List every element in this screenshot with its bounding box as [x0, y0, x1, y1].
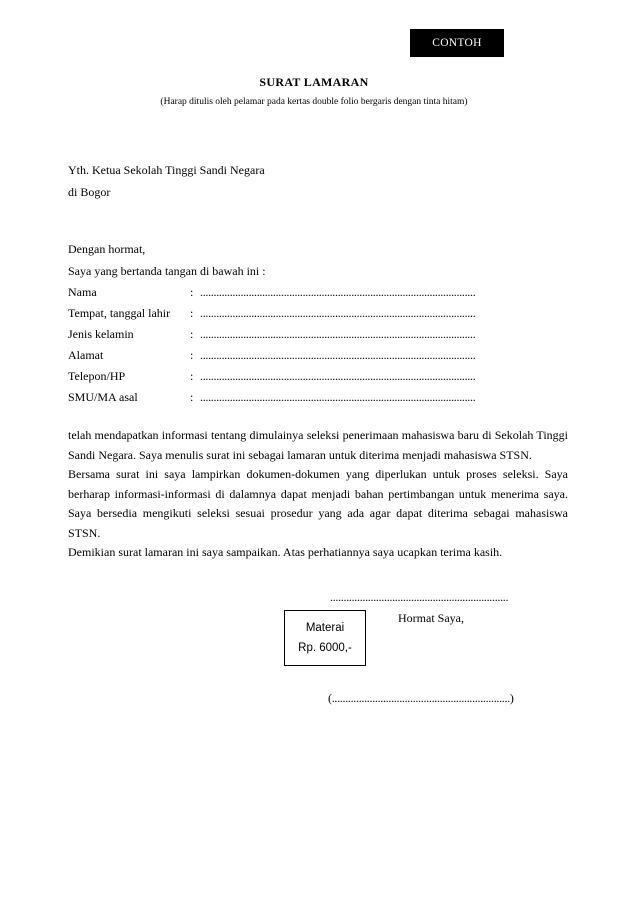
place-date-blank: ..................................................................: [330, 590, 509, 604]
revenue-stamp-box: [284, 610, 366, 666]
recipient-line-2: di Bogor: [68, 185, 111, 199]
field-blank: ......................................................................................................: [200, 306, 476, 320]
body-paragraph-1: telah mendapatkan informasi tentang dimulainya seleksi penerimaan mahasiswa baru di Sekolah Tinggi Sandi Negara. Saya menulis surat ini sebagai lamaran untuk diterima menjadi mahasiswa STSN.: [68, 428, 568, 462]
field-colon: :: [190, 285, 194, 299]
field-blank: ......................................................................................................: [200, 390, 476, 404]
intro-line: Saya yang bertanda tangan di bawah ini :: [68, 264, 266, 278]
field-colon: :: [190, 348, 194, 362]
field-blank: ......................................................................................................: [200, 348, 476, 362]
document-subtitle: (Harap ditulis oleh pelamar pada kertas double folio bergaris dengan tinta hitam): [160, 97, 468, 107]
field-colon: :: [190, 390, 194, 404]
body-paragraph-3: Demikian surat lamaran ini saya sampaikan. Atas perhatiannya saya ucapkan terima kasih.: [68, 545, 503, 559]
letter-body: [68, 426, 568, 563]
document-title: SURAT LAMARAN: [259, 75, 369, 89]
field-blank: ......................................................................................................: [200, 285, 476, 299]
field-label: Jenis kelamin: [68, 327, 134, 341]
stamp-label: Materai: [305, 622, 345, 634]
field-label: Alamat: [68, 348, 104, 362]
field-label: Nama: [68, 285, 97, 299]
greeting: Dengan hormat,: [68, 242, 146, 256]
signature-name-blank: (..................................................................): [328, 691, 514, 705]
field-label: Tempat, tanggal lahir: [68, 306, 171, 320]
field-colon: :: [190, 327, 194, 341]
field-colon: :: [190, 369, 194, 383]
stamp-value: Rp. 6000,-: [298, 642, 352, 654]
field-label: Telepon/HP: [68, 369, 126, 383]
recipient-line-1: Yth. Ketua Sekolah Tinggi Sandi Negara: [68, 163, 265, 177]
field-blank: ......................................................................................................: [200, 327, 476, 341]
example-badge: CONTOH: [410, 29, 504, 57]
field-colon: :: [190, 306, 194, 320]
body-paragraph-2: Bersama surat ini saya lampirkan dokumen-dokumen yang diperlukan untuk proses seleksi. Saya berharap informasi-informasi di dalamnya dapat menjadi bahan pertimbangan untuk menerima saya. Saya bersedia mengikuti seleksi sesuai prosedur yang ada agar dapat diterima sebagai mahasiswa STSN.: [68, 467, 568, 540]
closing-phrase: Hormat Saya,: [398, 611, 464, 625]
field-blank: ......................................................................................................: [200, 369, 476, 383]
field-label: SMU/MA asal: [68, 390, 138, 404]
